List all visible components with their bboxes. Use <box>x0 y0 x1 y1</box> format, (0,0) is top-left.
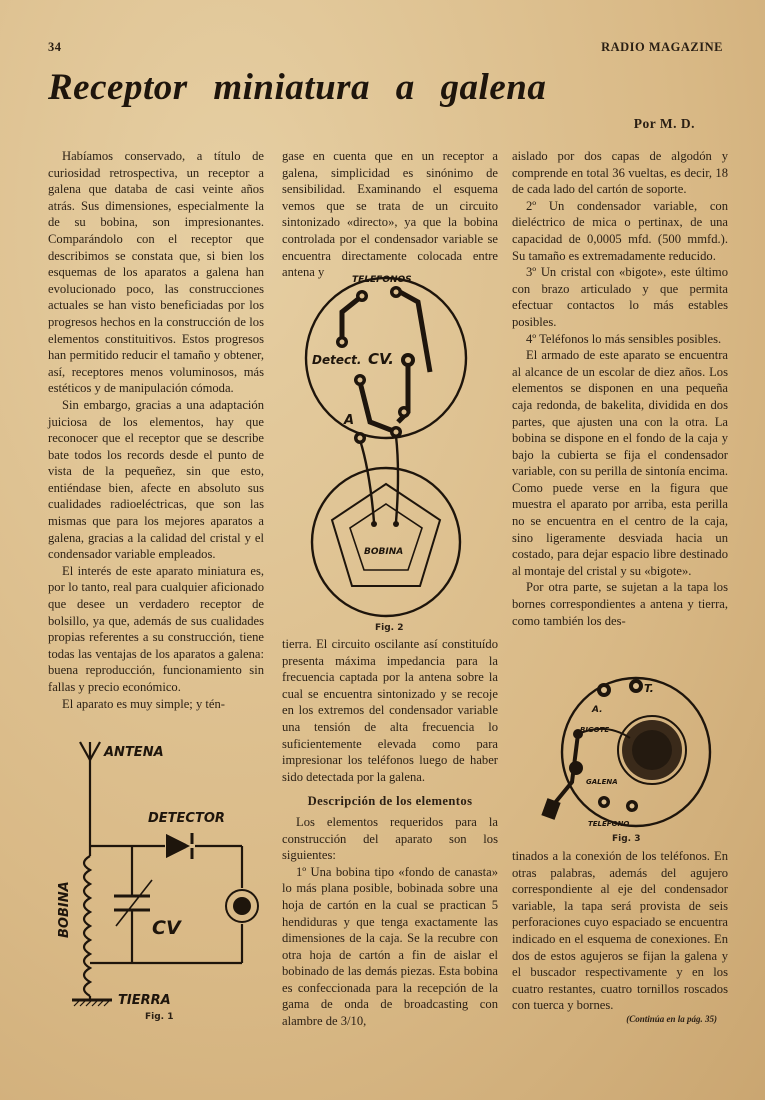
column-3-top <box>512 148 728 629</box>
fig3-label-a: A. <box>592 705 603 715</box>
paragraph: El aparato es muy simple; y tén- <box>62 696 225 711</box>
continued-note: (Continúa en la pág. 35) <box>626 1014 717 1024</box>
page-number: 34 <box>48 40 62 54</box>
column-3-bottom <box>512 848 728 1014</box>
paragraph: Sin embargo, gracias a una adaptación juiciosa de los elementos, hay que reconocer que el receptor que se describe bate todos los records desde el punto de vista de la pequeñez, sin que esto, entiéndase bien, afecte en absoluto sus cualidades radioeléctricas, que son las mismas que para los mejores aparatos a galena, gracias a la calidad del cristal y el condensador variable empleados. <box>48 397 264 562</box>
fig1-label-cv: CV <box>152 917 181 939</box>
paragraph: El interés de este aparato miniatura es, por lo tanto, real para cualquier aficionado que desee un verdadero receptor de bolsillo, ya que, además de sus cualidades propias referentes a su construcción, tiene todas las ventajas de los aparatos a galena: buena reproducción, funcionamiento sin fallas y precio económico. <box>48 563 264 694</box>
fig2-label-bobina: BOBINA <box>364 547 404 557</box>
fig2-label-cv: CV. <box>368 350 394 368</box>
fig2-label-telefonos: TELEFONOS <box>352 275 412 285</box>
paragraph: aislado por dos capas de algodón y comprende en total 36 vueltas, es decir, 18 de cada lado del cartón de soporte. <box>512 149 728 197</box>
column-2-top <box>282 148 498 281</box>
fig3-label-galena: GALENA <box>586 778 618 786</box>
fig3-label-bigote: BIGOTE <box>580 726 610 734</box>
fig3-label-telefono: TELEFONO <box>588 820 630 828</box>
paragraph: 4º Teléfonos lo más sensibles posibles. <box>526 331 722 346</box>
fig1-circuit-diagram <box>52 738 270 1028</box>
fig2-wiring-diagram <box>300 272 472 620</box>
fig1-caption: Fig. 1 <box>145 1012 174 1022</box>
paragraph: tinados a la conexión de los teléfonos. En otras palabras, además del agujero correspondiente al eje del condensador variable, la tapa será provista de seis perforaciones cuyo espaciado se encuentra indicado en el esquema de conexiones. En dos de estos agujeros se fijan la galena y el buscador respectivamente y en los cuatro restantes, cuatro tornillos roscados con tuerca y bornes. <box>512 849 728 1013</box>
fig3-top-view-diagram <box>536 672 726 834</box>
fig2-caption: Fig. 2 <box>375 623 404 633</box>
paragraph: El armado de este aparato se encuentra al alcance de un escolar de diez años. Los elementos se disponen en una pequeña caja redonda, de bakelita, dividida en dos partes, que ajusten una con la otra. La bobina se dispone en el fondo de la caja y bajo la cubierta se fija el condensador variable, con su perilla de sintonía encima. Como puede verse en la figura que muestra el aparato por arriba, esta perilla no se encuentra en el centro de la caja, sino ligeramente desviada hacia un costado, para dejar espacio libre destinado al montaje del cristal y su «bigote». <box>512 348 728 578</box>
fig1-label-tierra: TIERRA <box>118 993 171 1008</box>
paragraph: Los elementos requeridos para la construcción del aparato son los siguientes: <box>282 814 498 863</box>
article-author: Por M. D. <box>633 116 695 131</box>
paragraph: 2º Un condensador variable, con dieléctrico de mica o pertinax, de una capacidad de 0,0005 mfd. (500 mmfd.). Su tamaño es extremadamente reducido. <box>512 198 728 263</box>
section-heading: Descripción de los elementos <box>307 794 473 809</box>
column-2-bottom <box>282 636 498 1030</box>
fig2-label-a: A <box>344 413 355 428</box>
paragraph: Habíamos conservado, a título de curiosidad retrospectiva, un receptor a galena que databa de casi veinte años atrás. Sus dimensiones, especialmente la de su bobina, son impresionantes. Comparándolo con el receptor que describimos se constata que, si bien los esquemas de los aparatos a galena han evolucionado poco, las construcciones actuales se han visto beneficiadas por los progresos hechos en la construcción de los elementos constituitivos. Estos progresos han permitido reducir el tamaño y obtener, así, receptores menos voluminosos, más estéticos y de manipulación cómoda. <box>48 149 264 396</box>
paragraph: Por otra parte, se sujetan a la tapa los bornes correspondientes a antena y tierra, como también los des- <box>512 580 728 628</box>
paragraph: gase en cuenta que en un receptor a galena, simplicidad es sinónimo de sensibilidad. Examinando el esquema vemos que se trata de un circuito sintonizado «directo», ya que la bobina controlada por el condensador variable se encuentra directamente colocada entre antena y <box>282 149 498 280</box>
fig1-label-bobina: BOBINA <box>57 881 72 938</box>
paragraph: tierra. El circuito oscilante así constituído presenta máxima impedancia para la frecuencia captada por la antena sobre la cual se encuentra sintonizado y se recoje en los extremos del condensador variable una tensión de alta frecuencia lo suficientemente elevada como para impresionar los teléfonos luego de haber sido detectada por la galena. <box>282 637 498 784</box>
fig3-caption: Fig. 3 <box>612 834 641 844</box>
column-1 <box>48 148 264 712</box>
fig3-label-t: T. <box>644 682 654 695</box>
fig2-label-detect: Detect. <box>312 353 362 367</box>
magazine-name: RADIO MAGAZINE <box>601 40 723 54</box>
paragraph: 3º Un cristal con «bigote», este último con brazo articulado y que permita efectuar contactos lo más estables posibles. <box>512 265 728 329</box>
fig1-label-antena: ANTENA <box>104 745 164 760</box>
fig1-label-detector: DETECTOR <box>148 811 225 826</box>
article-title: Receptor miniatura a galena <box>48 67 547 108</box>
paragraph: 1º Una bobina tipo «fondo de canasta» lo más plana posible, bobinada sobre una hoja de cartón en la cual se practican 5 hendiduras y que tenga exactamente las dimensiones de la caja. Se la recubre con otra hoja de cartón a fin de aislar el bobinado de las demás piezas. Esta bobina es confeccionada para la recepción de la gama de onda de broadcasting con alambre de 3/10, <box>282 864 498 1029</box>
